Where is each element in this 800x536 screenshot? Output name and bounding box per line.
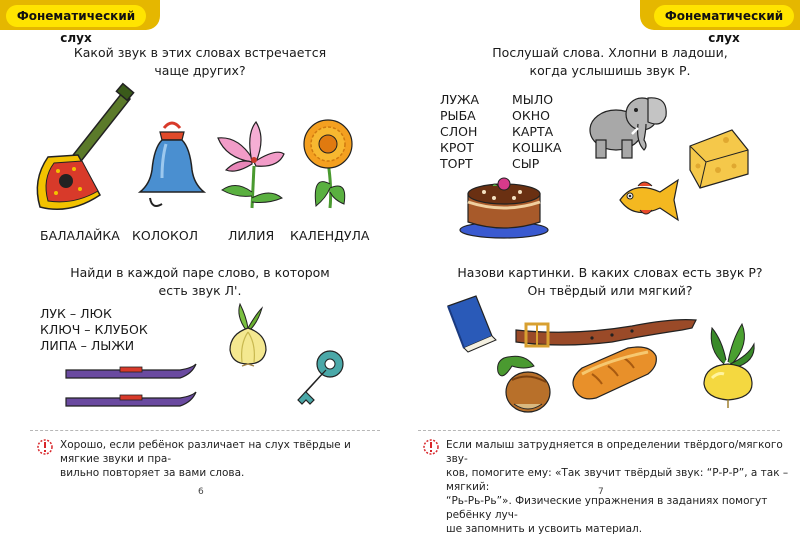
left-header-title: Фонематический слух bbox=[6, 5, 146, 27]
note-line: Если малыш затрудняется в определении твёрдого/мягкого зву- bbox=[446, 439, 783, 465]
note-line: ков, помогите ему: «Так звучит твёрдый звук: “Р-Р-Р”, а так – мягкий: bbox=[446, 467, 789, 493]
parent-note bbox=[446, 438, 790, 536]
right-page bbox=[400, 0, 800, 535]
word-pair: ЛИПА – ЛЫЖИ bbox=[40, 338, 135, 353]
left-header-tab bbox=[0, 0, 160, 45]
word-balalaika: БАЛАЛАЙКА bbox=[40, 228, 120, 243]
word-item: КОШКА bbox=[512, 140, 562, 155]
words-column-1 bbox=[440, 92, 479, 172]
book-icon bbox=[442, 294, 498, 352]
word-pair: ЛУК – ЛЮК bbox=[40, 306, 112, 321]
bread-icon bbox=[568, 344, 660, 402]
question-1-line-1: Какой звук в этих словах встречается bbox=[73, 45, 327, 60]
word-item: МЫЛО bbox=[512, 92, 554, 107]
word-item: КРОТ bbox=[440, 140, 474, 155]
cheese-icon bbox=[686, 126, 752, 192]
note-line: “Рь-Рь-Рь”». Физические упражнения в заданиях помогут ребёнку луч- bbox=[446, 495, 768, 521]
question-1 bbox=[40, 44, 360, 80]
word-item: РЫБА bbox=[440, 108, 476, 123]
fish-icon bbox=[614, 176, 686, 224]
word-pairs-list bbox=[40, 306, 148, 354]
word-item: ЛУЖА bbox=[440, 92, 480, 107]
nut-icon bbox=[494, 352, 556, 416]
question-3 bbox=[440, 44, 780, 80]
left-page bbox=[0, 0, 400, 504]
question-2-line-2: есть звук Л'. bbox=[158, 283, 242, 298]
calendula-icon bbox=[292, 118, 362, 210]
balalaika-icon bbox=[30, 85, 140, 210]
lily-icon bbox=[216, 118, 286, 210]
skis-icon bbox=[62, 364, 198, 416]
onion-icon bbox=[226, 304, 270, 368]
page-number: 7 bbox=[598, 487, 604, 497]
word-kalendula: КАЛЕНДУЛА bbox=[290, 228, 370, 243]
note-divider bbox=[418, 430, 780, 431]
question-3-line-1: Послушай слова. Хлопни в ладоши, bbox=[492, 45, 728, 60]
key-icon bbox=[292, 348, 348, 410]
question-2 bbox=[40, 264, 360, 300]
word-item: ОКНО bbox=[512, 108, 550, 123]
question-4-line-2: Он твёрдый или мягкий? bbox=[527, 283, 693, 298]
word-item: СЛОН bbox=[440, 124, 478, 139]
question-3-line-2: когда услышишь звук Р. bbox=[529, 63, 691, 78]
note-line: ше запомнить и усвоить материал. bbox=[446, 523, 643, 535]
question-1-line-2: чаще других? bbox=[154, 63, 246, 78]
question-4-line-1: Назови картинки. В каких словах есть звук Р? bbox=[457, 265, 763, 280]
right-header-title: Фонематический слух bbox=[654, 5, 794, 27]
note-divider bbox=[30, 430, 380, 431]
word-item: КАРТА bbox=[512, 124, 554, 139]
turnip-icon bbox=[698, 322, 758, 408]
belt-icon bbox=[512, 308, 698, 348]
word-kolokol: КОЛОКОЛ bbox=[132, 228, 199, 243]
word-pair: КЛЮЧ – КЛУБОК bbox=[40, 322, 148, 337]
words-column-2 bbox=[512, 92, 562, 172]
bell-icon bbox=[136, 118, 208, 210]
right-header-tab bbox=[640, 0, 800, 45]
word-liliya: ЛИЛИЯ bbox=[228, 228, 275, 243]
warning-icon bbox=[36, 438, 54, 456]
word-item: СЫР bbox=[512, 156, 540, 171]
note-line: вильно повторяет за вами слова. bbox=[60, 467, 245, 479]
parent-note bbox=[60, 438, 390, 480]
warning-icon bbox=[422, 438, 440, 456]
word-item: ТОРТ bbox=[440, 156, 473, 171]
question-2-line-1: Найди в каждой паре слово, в котором bbox=[70, 265, 330, 280]
note-line: Хорошо, если ребёнок различает на слух твёрдые и мягкие звуки и пра- bbox=[60, 439, 351, 465]
page-number: 6 bbox=[198, 487, 204, 497]
cake-icon bbox=[456, 168, 552, 240]
elephant-icon bbox=[586, 90, 670, 162]
